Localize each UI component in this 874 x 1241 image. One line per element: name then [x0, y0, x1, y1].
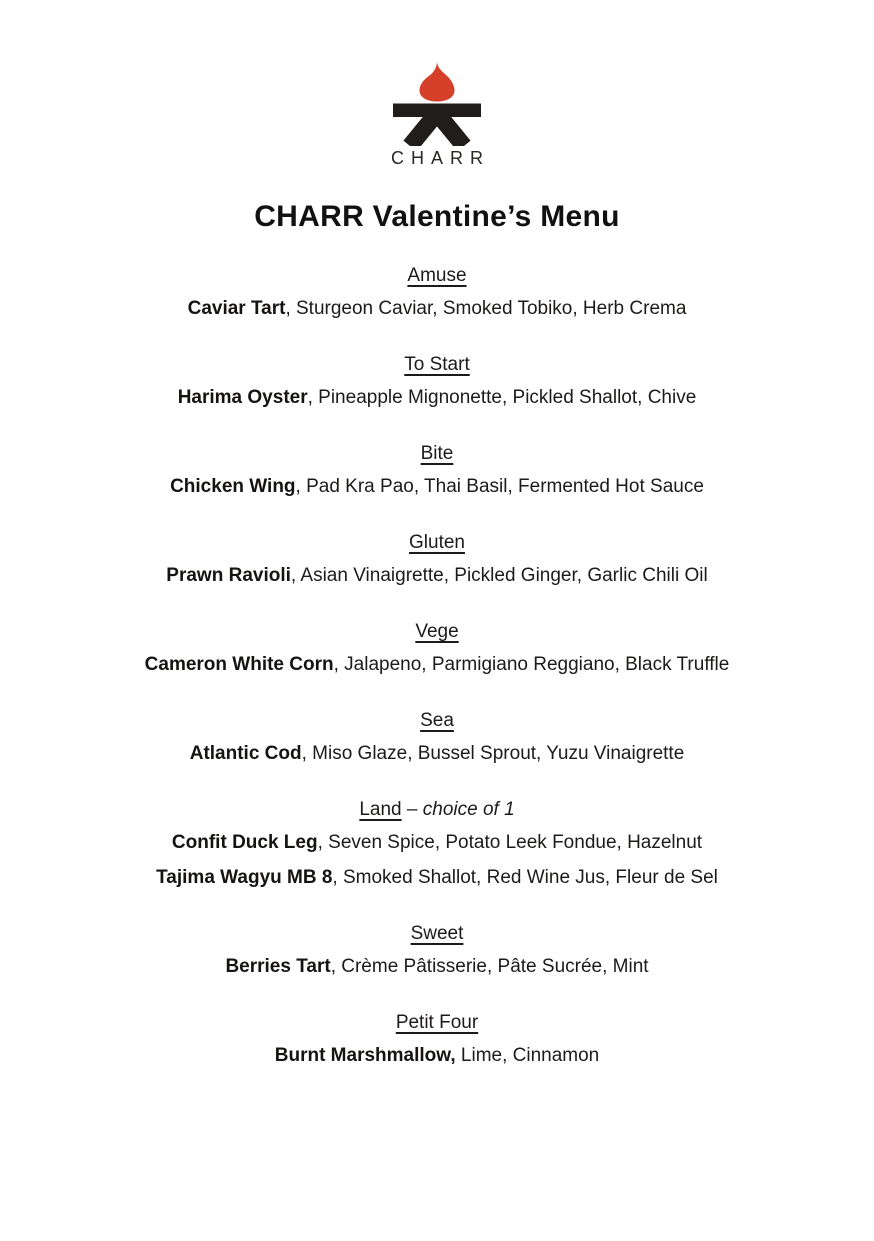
item-description: , Smoked Shallot, Red Wine Jus, Fleur de Sel: [332, 867, 718, 888]
campfire-flame-logo: [392, 62, 482, 146]
item-description: , Seven Spice, Potato Leek Fondue, Hazelnut: [317, 832, 703, 853]
section-header: Sea: [420, 710, 454, 731]
menu-item: [0, 385, 874, 411]
menu-item: [0, 954, 874, 980]
section-header-line: [0, 265, 874, 287]
section-header-line: [0, 923, 874, 945]
item-description: , Sturgeon Caviar, Smoked Tobiko, Herb Crema: [285, 298, 687, 319]
menu-item: [0, 296, 874, 322]
section-header: Vege: [415, 621, 459, 642]
item-description: , Pad Kra Pao, Thai Basil, Fermented Hot Sauce: [295, 476, 704, 497]
item-name: Burnt Marshmallow,: [274, 1045, 456, 1066]
item-name: Caviar Tart: [187, 298, 286, 319]
section-sweet: [0, 923, 874, 980]
section-header: Bite: [420, 443, 454, 464]
menu-sections: [0, 265, 874, 1069]
section-gluten: [0, 532, 874, 589]
item-name: Berries Tart: [225, 956, 331, 977]
menu-item: [0, 865, 874, 891]
menu-item: [0, 1043, 874, 1069]
item-name: Tajima Wagyu MB 8: [156, 867, 333, 888]
brand-name: CHARR: [390, 148, 490, 168]
menu-item: [0, 741, 874, 767]
section-header: Petit Four: [395, 1012, 479, 1033]
item-name: Prawn Ravioli: [166, 565, 291, 586]
flame-icon: [420, 62, 455, 102]
section-bite: [0, 443, 874, 500]
item-description: , Jalapeno, Parmigiano Reggiano, Black Truffle: [333, 654, 730, 675]
menu-item: [0, 563, 874, 589]
item-name: Cameron White Corn: [144, 654, 334, 675]
campfire-icon: [393, 104, 481, 147]
menu-item: [0, 830, 874, 856]
item-description: , Asian Vinaigrette, Pickled Ginger, Garlic Chili Oil: [290, 565, 708, 586]
section-header: Land: [359, 799, 402, 820]
section-header-line: [0, 354, 874, 376]
section-header-line: [0, 621, 874, 643]
page-title: CHARR Valentine’s Menu: [254, 200, 620, 233]
item-name: Confit Duck Leg: [171, 832, 318, 853]
section-sea: [0, 710, 874, 767]
item-name: Atlantic Cod: [189, 743, 302, 764]
section-header-line: [0, 532, 874, 554]
section-header: To Start: [404, 354, 470, 375]
section-header-line: [0, 1012, 874, 1034]
section-header-line: [0, 710, 874, 732]
section-header: Amuse: [407, 265, 467, 286]
section-amuse: [0, 265, 874, 322]
section-to-start: [0, 354, 874, 411]
menu-item: [0, 652, 874, 678]
item-description: Lime, Cinnamon: [455, 1045, 600, 1066]
section-vege: [0, 621, 874, 678]
section-header: Sweet: [410, 923, 464, 944]
menu-item: [0, 474, 874, 500]
section-header-line: [0, 443, 874, 465]
section-petit-four: [0, 1012, 874, 1069]
section-land: [0, 799, 874, 891]
section-header: Gluten: [409, 532, 465, 553]
item-description: , Miso Glaze, Bussel Sprout, Yuzu Vinaigrette: [301, 743, 685, 764]
item-name: Harima Oyster: [177, 387, 308, 408]
item-description: , Crème Pâtisserie, Pâte Sucrée, Mint: [330, 956, 649, 977]
section-header-line: [0, 799, 874, 821]
section-note: – choice of 1: [406, 799, 515, 820]
item-name: Chicken Wing: [170, 476, 296, 497]
item-description: , Pineapple Mignonette, Pickled Shallot, Chive: [307, 387, 697, 408]
